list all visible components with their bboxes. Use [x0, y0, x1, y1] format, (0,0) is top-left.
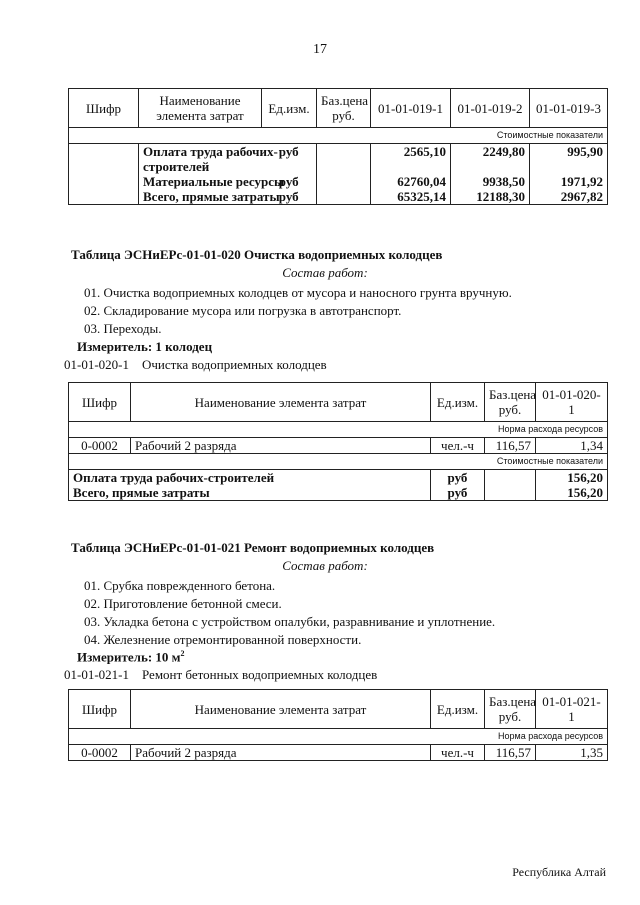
page-number: 17 [313, 42, 327, 57]
row-name: Материальные ресурсы [139, 174, 262, 189]
row-v1: 65325,14 [371, 189, 451, 205]
table-title-020: Таблица ЭСНиЕРс-01-01-020 Очистка водоприемных колодцев [71, 247, 443, 262]
row-unit: чел.-ч [431, 745, 485, 761]
measure-label: Измеритель: 1 колодец [77, 339, 213, 354]
table-title-021: Таблица ЭСНиЕРс-01-01-021 Ремонт водоприемных колодцев [71, 540, 435, 555]
section-label: Норма расхода ресурсов [69, 729, 608, 745]
row-v1: 156,20 [536, 470, 608, 486]
table-row [69, 438, 608, 454]
work-item: 04. Железнение отремонтированной поверхности. [84, 632, 362, 647]
work-item: 01. Срубка поврежденного бетона. [84, 578, 276, 593]
cost-table-019 [68, 88, 608, 205]
header-price: Баз.цена руб. [317, 89, 371, 128]
header-code: Шифр [69, 89, 139, 128]
row-v3: 2967,82 [530, 189, 608, 205]
measure-text: Измеритель: 10 м [77, 649, 181, 665]
row-price: 116,57 [485, 438, 536, 454]
header-unit: Ед.изм. [431, 690, 485, 729]
table-header-row [69, 89, 608, 128]
row-name: Всего, прямые затраты [69, 485, 431, 501]
header-name: Наименование элемента затрат [131, 690, 431, 729]
section-row [69, 729, 608, 745]
measure-label [77, 649, 185, 665]
row-name: Оплата труда рабочих-строителей [139, 144, 262, 175]
footer-region: Республика Алтай [512, 865, 606, 879]
header-col3: 01-01-019-3 [530, 89, 608, 128]
row-v3: 995,90 [530, 144, 608, 175]
row-v3: 1971,92 [530, 174, 608, 189]
section-label: Стоимостные показатели [69, 454, 608, 470]
row-price: 116,57 [485, 745, 536, 761]
row-v1: 1,35 [536, 745, 608, 761]
sostav-label: Состав работ: [282, 265, 368, 280]
section-label: Стоимостные показатели [69, 128, 608, 144]
work-item: 02. Приготовление бетонной смеси. [84, 596, 282, 611]
section-row [69, 422, 608, 438]
row-v1: 62760,04 [371, 174, 451, 189]
row-unit: руб [262, 189, 317, 205]
header-name: Наименование элемента затрат [131, 383, 431, 422]
code-line: 01-01-020-1 Очистка водоприемных колодцев [64, 357, 327, 372]
measure-sup: 2 [180, 649, 185, 658]
header-unit: Ед.изм. [262, 89, 317, 128]
row-name: Рабочий 2 разряда [131, 745, 431, 761]
row-unit: руб [262, 144, 317, 175]
sostav-label: Состав работ: [282, 558, 368, 573]
header-col2: 01-01-019-2 [451, 89, 530, 128]
code-line: 01-01-021-1 Ремонт бетонных водоприемных колодцев [64, 667, 378, 682]
section-row [69, 128, 608, 144]
header-name: Наименование элемента затрат [139, 89, 262, 128]
row-unit: руб [262, 174, 317, 189]
row-v2: 12188,30 [451, 189, 530, 205]
table-020 [68, 382, 608, 501]
header-price: Баз.цена руб. [485, 690, 536, 729]
table-row [69, 174, 608, 189]
header-unit: Ед.изм. [431, 383, 485, 422]
row-v2: 2249,80 [451, 144, 530, 175]
table-row [69, 189, 608, 205]
header-price: Баз.цена руб. [485, 383, 536, 422]
header-col1: 01-01-021-1 [536, 690, 608, 729]
table-row [69, 144, 608, 175]
section-row [69, 454, 608, 470]
table-row [69, 485, 608, 501]
row-unit: руб [431, 470, 485, 486]
row-v2: 9938,50 [451, 174, 530, 189]
work-item: 01. Очистка водоприемных колодцев от мусора и наносного грунта вручную. [84, 285, 512, 300]
header-col1: 01-01-020-1 [536, 383, 608, 422]
header-code: Шифр [69, 383, 131, 422]
section-label: Норма расхода ресурсов [69, 422, 608, 438]
row-unit: чел.-ч [431, 438, 485, 454]
table-row [69, 470, 608, 486]
row-unit: руб [431, 485, 485, 501]
work-item: 03. Укладка бетона с устройством опалубки, разравнивание и уплотнение. [84, 614, 496, 629]
row-code: 0-0002 [69, 438, 131, 454]
row-name: Рабочий 2 разряда [131, 438, 431, 454]
row-code: 0-0002 [69, 745, 131, 761]
header-col1: 01-01-019-1 [371, 89, 451, 128]
row-name: Оплата труда рабочих-строителей [69, 470, 431, 486]
work-item: 02. Складирование мусора или погрузка в автотранспорт. [84, 303, 402, 318]
table-header-row [69, 383, 608, 422]
table-header-row [69, 690, 608, 729]
work-item: 03. Переходы. [84, 321, 162, 336]
row-v1: 2565,10 [371, 144, 451, 175]
table-021 [68, 689, 608, 761]
row-v1: 1,34 [536, 438, 608, 454]
table-row [69, 745, 608, 761]
row-v1: 156,20 [536, 485, 608, 501]
row-name: Всего, прямые затраты [139, 189, 262, 205]
header-code: Шифр [69, 690, 131, 729]
